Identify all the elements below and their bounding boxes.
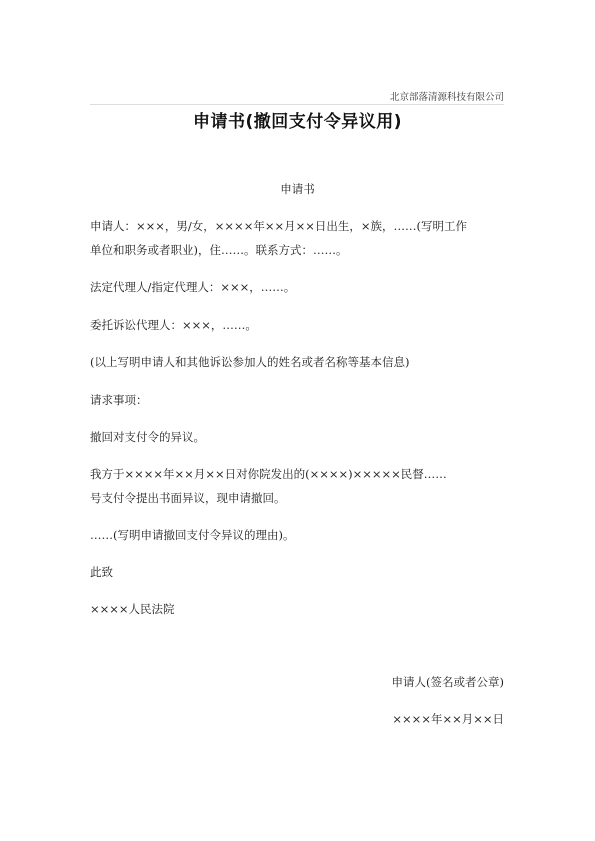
header-divider (90, 104, 504, 105)
court-name: ××××人民法院 (90, 602, 175, 616)
request-label: 请求事项： (90, 393, 148, 407)
body-line-2: 号支付令提出书面异议，现申请撤回。 (90, 491, 286, 505)
applicant-line-1: 申请人：×××，男/女，××××年××月××日出生，×族，……(写明工作 (90, 219, 467, 233)
legal-representative: 法定代理人/指定代理人：×××，……。 (90, 280, 296, 294)
company-name: 北京部落清源科技有限公司 (389, 92, 504, 103)
date-line: ××××年××月××日 (392, 712, 504, 726)
body-line-1: 我方于××××年××月××日对你院发出的(××××)×××××民督…… (90, 467, 447, 481)
closing-line: 此致 (90, 565, 113, 579)
body-heading: 申请书 (280, 182, 315, 196)
signature-line: 申请人(签名或者公章) (391, 675, 504, 689)
applicant-line-2: 单位和职务或者职业)，住……。联系方式：……。 (90, 243, 348, 257)
request-item: 撤回对支付令的异议。 (90, 430, 205, 444)
document-title: 申请书(撤回支付令异议用) (192, 112, 403, 132)
reason-line: ……(写明申请撤回支付令异议的理由)。 (90, 528, 295, 542)
litigation-agent: 委托诉讼代理人：×××，……。 (90, 318, 257, 332)
info-note: (以上写明申请人和其他诉讼参加人的姓名或者名称等基本信息) (90, 355, 410, 369)
